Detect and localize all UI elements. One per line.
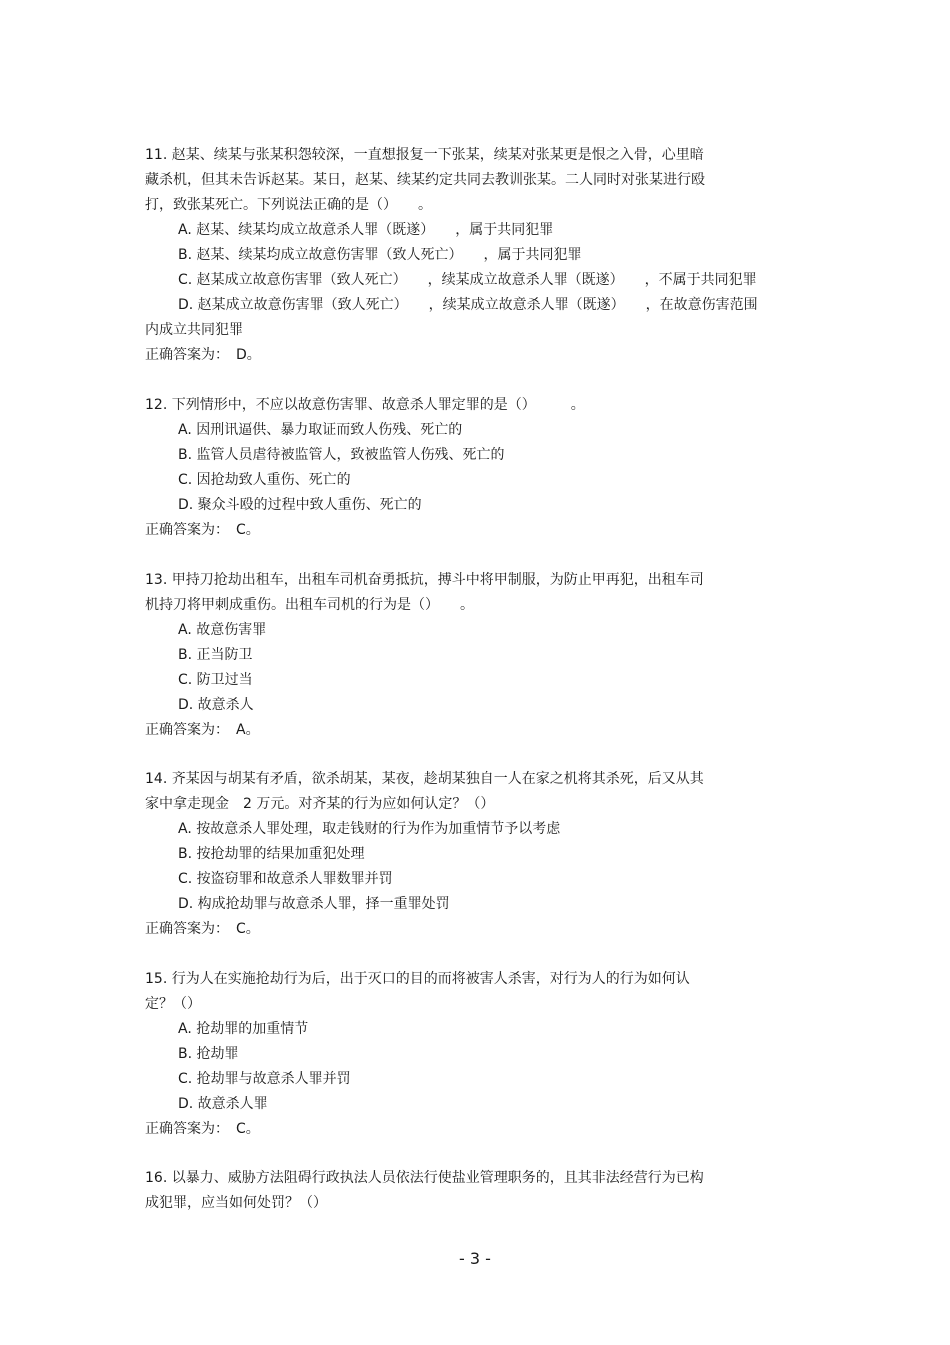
option-b: B. 正当防卫 bbox=[178, 647, 253, 663]
option-d: D. 故意杀人罪 bbox=[178, 1096, 268, 1112]
option-d: D. 聚众斗殴的过程中致人重伤、死亡的 bbox=[178, 497, 422, 513]
answer-line: 正确答案为： C。 bbox=[145, 921, 260, 937]
option-c: C. 赵某成立故意伤害罪（致人死亡） ，续某成立故意杀人罪（既遂） ，不属于共同犯罪 bbox=[178, 272, 757, 288]
answer-line: 正确答案为： A。 bbox=[145, 722, 260, 738]
question-text-line: 机持刀将甲刺成重伤。出租车司机的行为是（） 。 bbox=[145, 597, 474, 613]
question-text-line: 藏杀机，但其未告诉赵某。某日，赵某、续某约定共同去教训张某。二人同时对张某进行殴 bbox=[145, 172, 705, 188]
option-d: D. 赵某成立故意伤害罪（致人死亡） ，续某成立故意杀人罪（既遂） ，在故意伤害范围 bbox=[178, 297, 758, 313]
option-a: A. 赵某、续某均成立故意杀人罪（既遂） ，属于共同犯罪 bbox=[178, 222, 554, 238]
option-a: A. 因刑讯逼供、暴力取证而致人伤残、死亡的 bbox=[178, 422, 463, 438]
question-text-line: 13. 甲持刀抢劫出租车，出租车司机奋勇抵抗，搏斗中将甲制服，为防止甲再犯，出租车司 bbox=[145, 572, 704, 588]
question-14 bbox=[145, 767, 795, 942]
question-15 bbox=[145, 967, 795, 1142]
answer-line: 正确答案为： D。 bbox=[145, 347, 261, 363]
question-text-line: 家中拿走现金 2 万元。对齐某的行为应如何认定？（） bbox=[145, 796, 495, 812]
question-16 bbox=[145, 1166, 795, 1216]
question-13 bbox=[145, 568, 795, 743]
option-b: B. 抢劫罪 bbox=[178, 1046, 239, 1062]
question-text-line: 12. 下列情形中，不应以故意伤害罪、故意杀人罪定罪的是（） 。 bbox=[145, 397, 585, 413]
question-text-line: 15. 行为人在实施抢劫行为后，出于灭口的目的而将被害人杀害，对行为人的行为如何认 bbox=[145, 971, 690, 987]
page-number: - 3 - bbox=[459, 1249, 491, 1268]
option-d: D. 故意杀人 bbox=[178, 697, 254, 713]
question-12 bbox=[145, 393, 795, 543]
question-11 bbox=[145, 143, 795, 368]
question-text-line: 打，致张某死亡。下列说法正确的是（） 。 bbox=[145, 197, 432, 213]
question-text-line: 14. 齐某因与胡某有矛盾，欲杀胡某，某夜，趁胡某独自一人在家之机将其杀死，后又从其 bbox=[145, 771, 704, 787]
option-d: D. 构成抢劫罪与故意杀人罪，择一重罪处罚 bbox=[178, 896, 450, 912]
option-b: B. 监管人员虐待被监管人，致被监管人伤残、死亡的 bbox=[178, 447, 505, 463]
option-c: C. 抢劫罪与故意杀人罪并罚 bbox=[178, 1071, 351, 1087]
question-text-line: 定？（） bbox=[145, 996, 201, 1012]
question-text-line: 11. 赵某、续某与张某积怨较深，一直想报复一下张某，续某对张某更是恨之入骨，心里暗 bbox=[145, 147, 704, 163]
question-text-line: 16. 以暴力、威胁方法阻碍行政执法人员依法行使盐业管理职务的，且其非法经营行为已构 bbox=[145, 1170, 704, 1186]
answer-line: 正确答案为： C。 bbox=[145, 1121, 260, 1137]
option-c: C. 因抢劫致人重伤、死亡的 bbox=[178, 472, 351, 488]
option-c: C. 按盗窃罪和故意杀人罪数罪并罚 bbox=[178, 871, 393, 887]
option-b: B. 赵某、续某均成立故意伤害罪（致人死亡） ，属于共同犯罪 bbox=[178, 247, 582, 263]
option-b: B. 按抢劫罪的结果加重犯处理 bbox=[178, 846, 365, 862]
option-c: C. 防卫过当 bbox=[178, 672, 253, 688]
option-d-continuation: 内成立共同犯罪 bbox=[145, 322, 243, 338]
answer-line: 正确答案为： C。 bbox=[145, 522, 260, 538]
option-a: A. 按故意杀人罪处理，取走钱财的行为作为加重情节予以考虑 bbox=[178, 821, 561, 837]
option-a: A. 抢劫罪的加重情节 bbox=[178, 1021, 309, 1037]
question-text-line: 成犯罪，应当如何处罚？（） bbox=[145, 1195, 327, 1211]
option-a: A. 故意伤害罪 bbox=[178, 622, 267, 638]
